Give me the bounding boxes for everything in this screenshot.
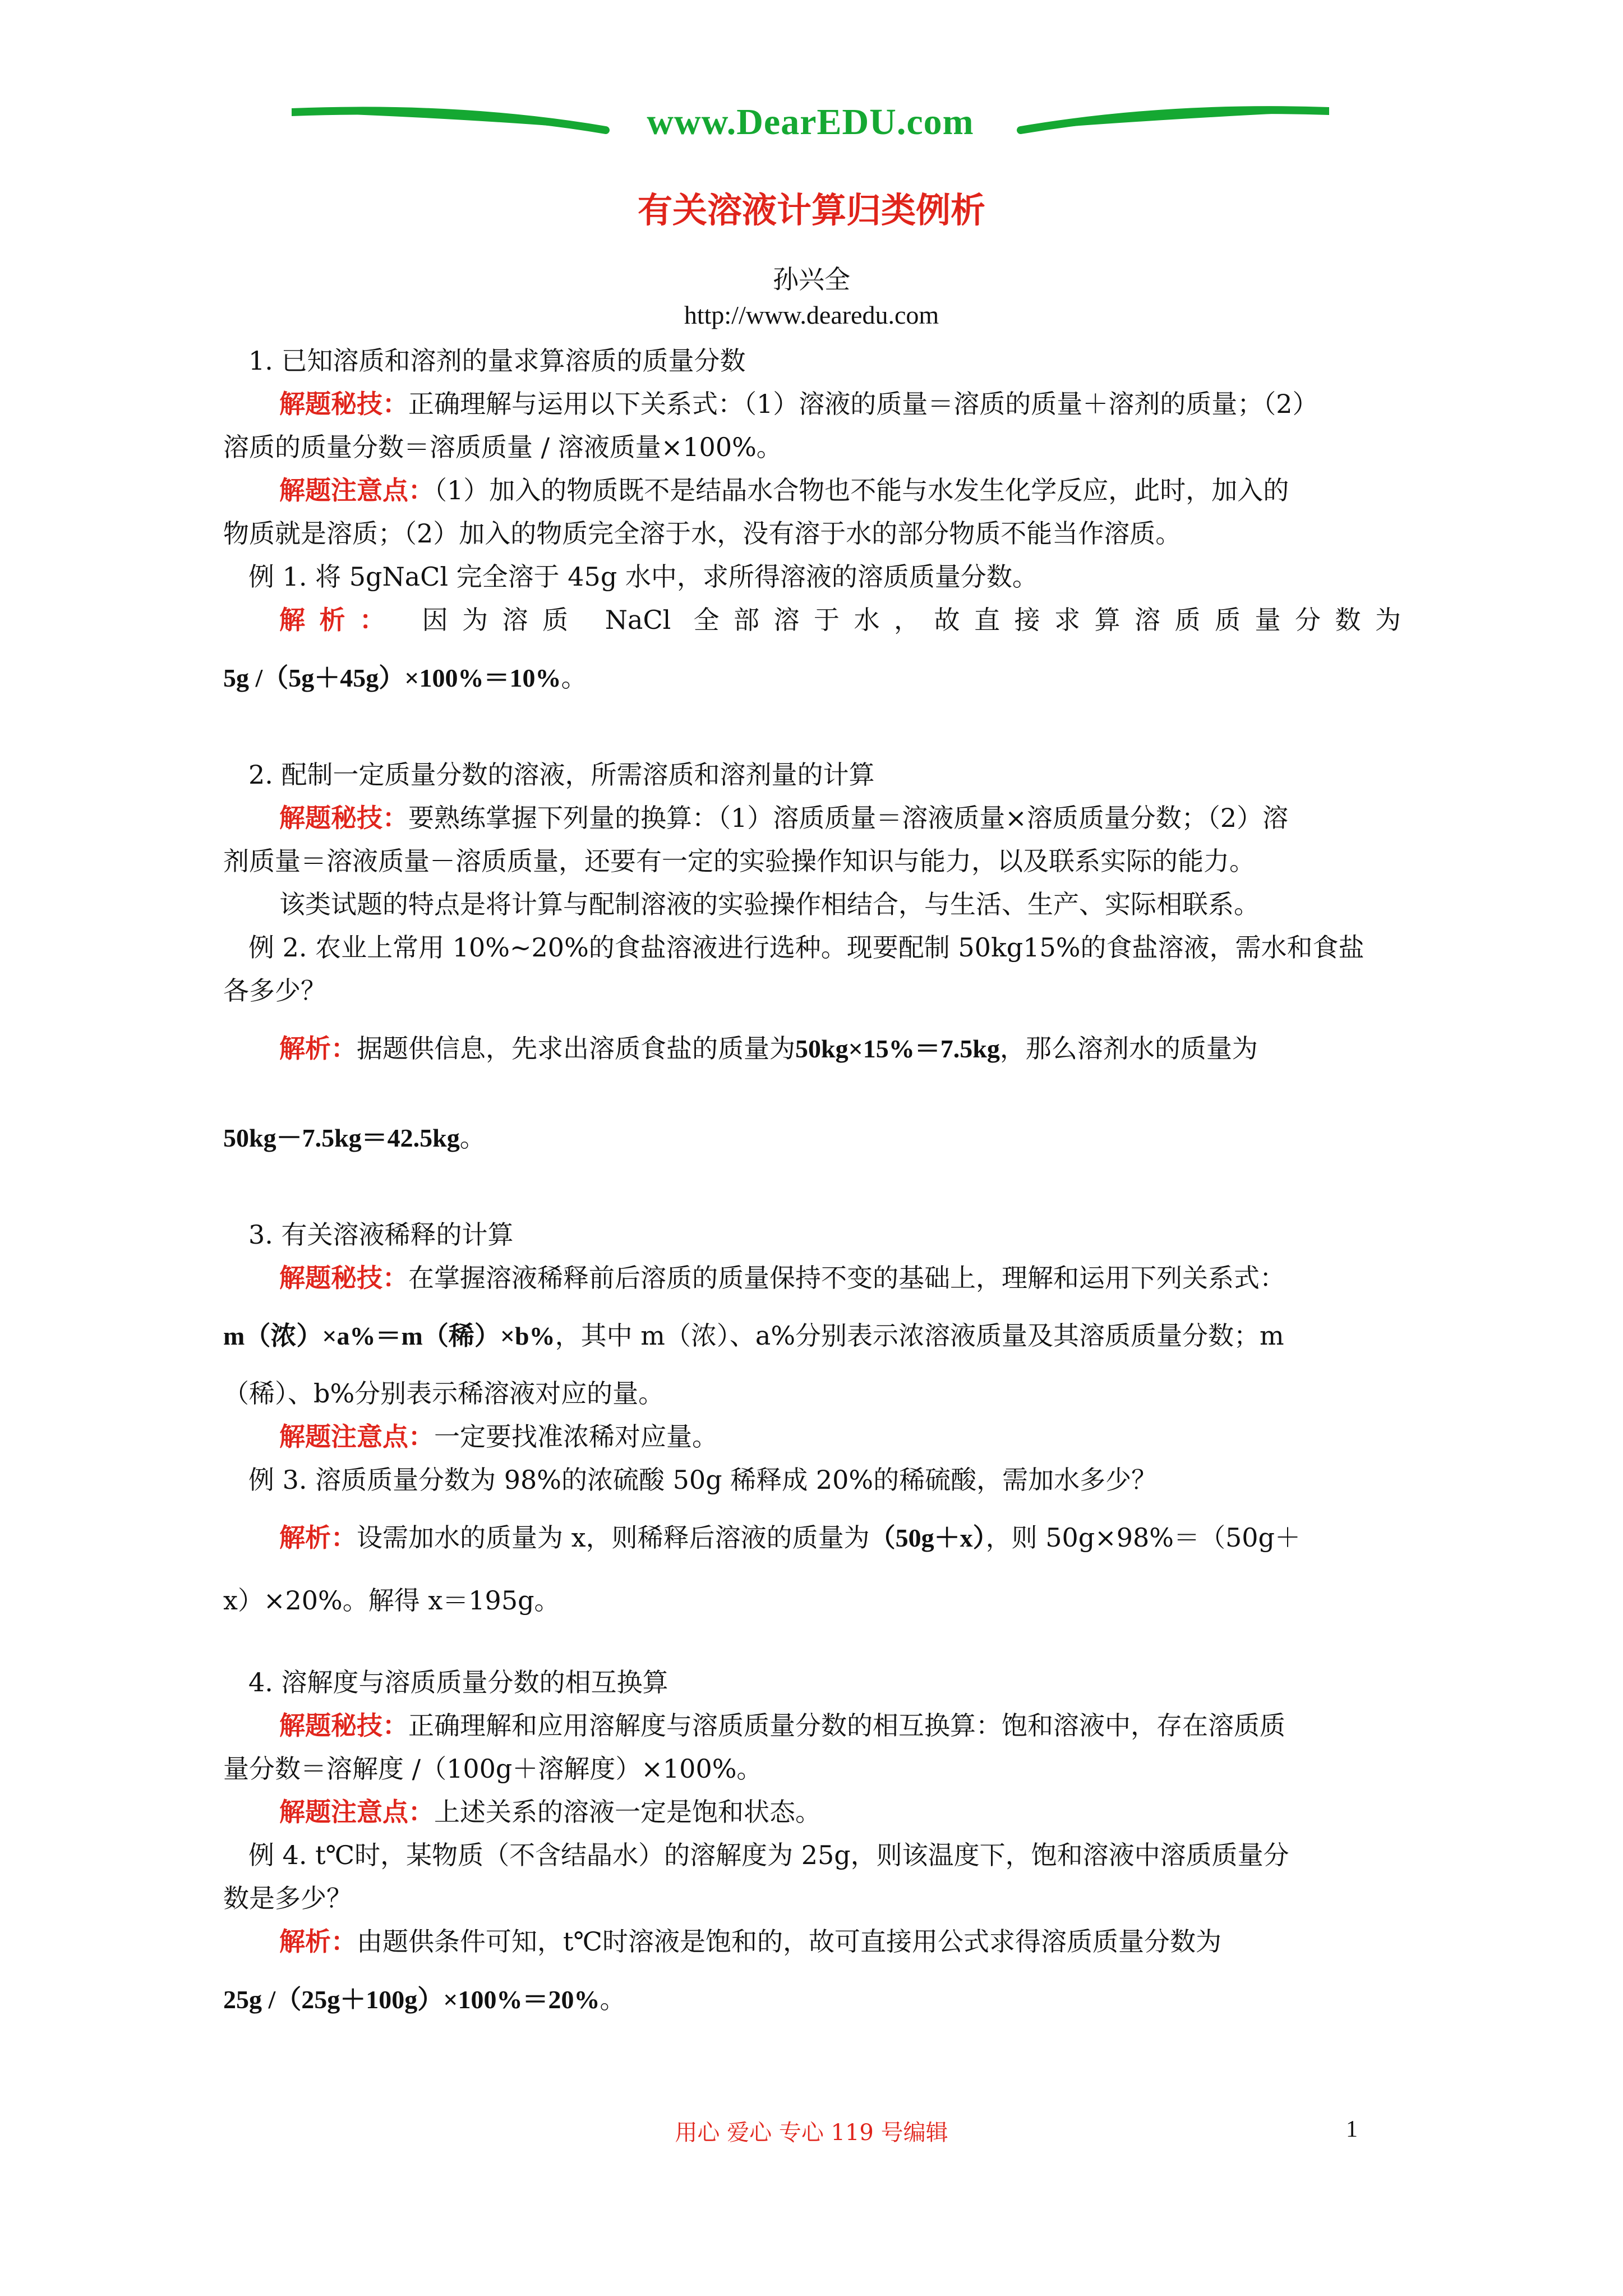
tip-label: 解题秘技： <box>279 1710 408 1741</box>
section-spacer <box>223 714 1401 753</box>
s2-solution-line-1 <box>223 1013 1401 1085</box>
s2-solution-formula-line <box>223 1102 1401 1174</box>
section-spacer <box>223 1627 1401 1661</box>
s3-tip-line-2 <box>223 1300 1401 1372</box>
s4-example-line-2: 数是多少？ <box>223 1883 352 1913</box>
s4-tip-text-1: 正确理解和应用溶解度与溶质质量分数的相互换算：饱和溶液中，存在溶质质 <box>408 1710 1285 1741</box>
s4-note-text: 上述关系的溶液一定是饱和状态。 <box>434 1797 821 1827</box>
solution-label: 解析： <box>279 1522 357 1553</box>
s4-solution-formula-line <box>223 1963 1401 2036</box>
s4-tip-line-1 <box>223 1704 1401 1747</box>
s1-note-text-1: （1）加入的物质既不是结晶水合物也不能与水发生化学反应，此时，加入的 <box>434 475 1289 505</box>
s3-note-text: 一定要找准浓稀对应量。 <box>434 1421 718 1452</box>
s2-formula-1: 50kg×15%＝7.5kg <box>795 1034 1000 1063</box>
s2-solution-text: 据题供信息，先求出溶质食盐的质量为 <box>357 1033 795 1064</box>
s4-formula-end: 。 <box>600 1984 626 2014</box>
s3-tip-line-3: （稀）、b%分别表示稀溶液对应的量。 <box>223 1378 665 1409</box>
section-1-heading: 1. 已知溶质和溶剂的量求算溶质的质量分数 <box>248 346 746 376</box>
s1-solution-line-1 <box>223 599 1401 642</box>
note-label: 解题注意点： <box>279 1797 434 1827</box>
author-name: 孙兴全 <box>773 264 850 295</box>
s3-dilution-formula: m（浓）×a%＝m（稀）×b% <box>223 1322 555 1350</box>
s4-formula: 25g /（25g＋100g）×100%＝20% <box>223 1985 600 2014</box>
document-title: 有关溶液计算归类例析 <box>637 190 985 231</box>
solution-label: 解析： <box>279 1926 357 1957</box>
s4-example-line-1: 例 4. t℃时，某物质（不含结晶水）的溶解度为 25g，则该温度下，饱和溶液中溶质质量分 <box>248 1840 1289 1870</box>
s2-example-line-2: 各多少？ <box>223 976 326 1006</box>
solution-label: 解析： <box>279 605 400 635</box>
s4-solution-line-1 <box>223 1920 1401 1963</box>
s1-tip-line-1 <box>223 383 1401 426</box>
s3-solution-line-2: x）×20%。解得 x＝195g。 <box>223 1585 560 1616</box>
s4-solution-text: 由题供条件可知，t℃时溶液是饱和的，故可直接用公式求得溶质质量分数为 <box>357 1926 1221 1957</box>
s1-tip-line-2: 溶质的质量分数＝溶质质量 / 溶液质量×100%。 <box>223 432 782 462</box>
banner-site-name: www.DearEDU.com <box>647 102 974 142</box>
s1-solution-formula-line <box>223 642 1401 714</box>
s2-example-line-1: 例 2. 农业上常用 10%~20%的食盐溶液进行选种。现要配制 50kg15%的食盐溶液，需水和食盐 <box>248 932 1364 963</box>
s2-solution-text-2: ，那么溶剂水的质量为 <box>999 1033 1258 1064</box>
s2-tip-line-1 <box>223 797 1401 840</box>
s3-solution-text-2: ，则 50g×98%＝（50g＋ <box>985 1522 1301 1553</box>
solution-label: 解析： <box>279 1033 357 1064</box>
tip-label: 解题秘技： <box>279 389 408 419</box>
s3-example: 例 3. 溶质质量分数为 98%的浓硫酸 50g 稀释成 20%的稀硫酸，需加水多少？ <box>248 1465 1158 1495</box>
s2-formula-2: 50kg－7.5kg＝42.5kg <box>223 1124 460 1152</box>
s3-solution-text: 设需加水的质量为 x，则稀释后溶液的质量为 <box>357 1522 870 1553</box>
s3-formula: （50g＋x） <box>869 1524 986 1552</box>
section-3-heading: 3. 有关溶液稀释的计算 <box>248 1220 514 1250</box>
tip-label: 解题秘技： <box>279 803 408 833</box>
s1-tip-text-1: 正确理解与运用以下关系式：（1）溶液的质量＝溶质的质量＋溶剂的质量；（2） <box>408 389 1318 419</box>
s4-tip-line-2: 量分数＝溶解度 /（100g＋溶解度）×100%。 <box>223 1754 763 1784</box>
site-banner <box>292 95 1329 146</box>
s1-example: 例 1. 将 5gNaCl 完全溶于 45g 水中，求所得溶液的溶质质量分数。 <box>248 562 1038 592</box>
section-4-heading: 4. 溶解度与溶质质量分数的相互换算 <box>248 1667 668 1697</box>
s2-formula-end: 。 <box>459 1122 486 1153</box>
s1-solution-text: 因为溶质 NaCl 全部溶于水，故直接求算溶质质量分数为 <box>422 605 1401 635</box>
s1-note-line-2: 物质就是溶质；（2）加入的物质完全溶于水，没有溶于水的部分物质不能当作溶质。 <box>223 518 1182 549</box>
s3-tip-text-2: ，其中 m（浓）、a%分别表示浓溶液质量及其溶质质量分数；m <box>555 1320 1284 1351</box>
s1-formula: 5g /（5g＋45g）×100%＝10% <box>223 664 561 692</box>
s2-tip-line-2: 剂质量＝溶液质量－溶质质量，还要有一定的实验操作知识与能力，以及联系实际的能力。 <box>223 846 1255 876</box>
source-url: http://www.dearedu.com <box>684 301 939 329</box>
section-2-heading: 2. 配制一定质量分数的溶液，所需溶质和溶剂量的计算 <box>248 760 875 790</box>
s2-feature-text: 该类试题的特点是将计算与配制溶液的实验操作相结合，与生活、生产、实际相联系。 <box>279 889 1260 919</box>
page-footer: 用心 爱心 专心 119 号编辑 <box>675 2120 948 2146</box>
s4-note-line <box>223 1791 1401 1834</box>
s2-tip-text-1: 要熟练掌握下列量的换算：（1）溶质质量＝溶液质量×溶质质量分数；（2）溶 <box>408 803 1289 833</box>
note-label: 解题注意点： <box>279 1421 434 1452</box>
s3-tip-text-1: 在掌握溶液稀释前后溶质的质量保持不变的基础上，理解和运用下列关系式： <box>408 1263 1285 1293</box>
document-body <box>223 339 1401 2036</box>
page-number: 1 <box>1346 2116 1358 2142</box>
s1-note-line-1 <box>223 469 1401 512</box>
s3-tip-line-1 <box>223 1257 1401 1300</box>
tip-label: 解题秘技： <box>279 1263 408 1293</box>
section-spacer <box>223 1174 1401 1213</box>
note-label: 解题注意点： <box>279 475 434 505</box>
s1-formula-end: 。 <box>561 662 587 693</box>
s3-note-line <box>223 1415 1401 1458</box>
s3-solution-line-1 <box>223 1502 1401 1574</box>
